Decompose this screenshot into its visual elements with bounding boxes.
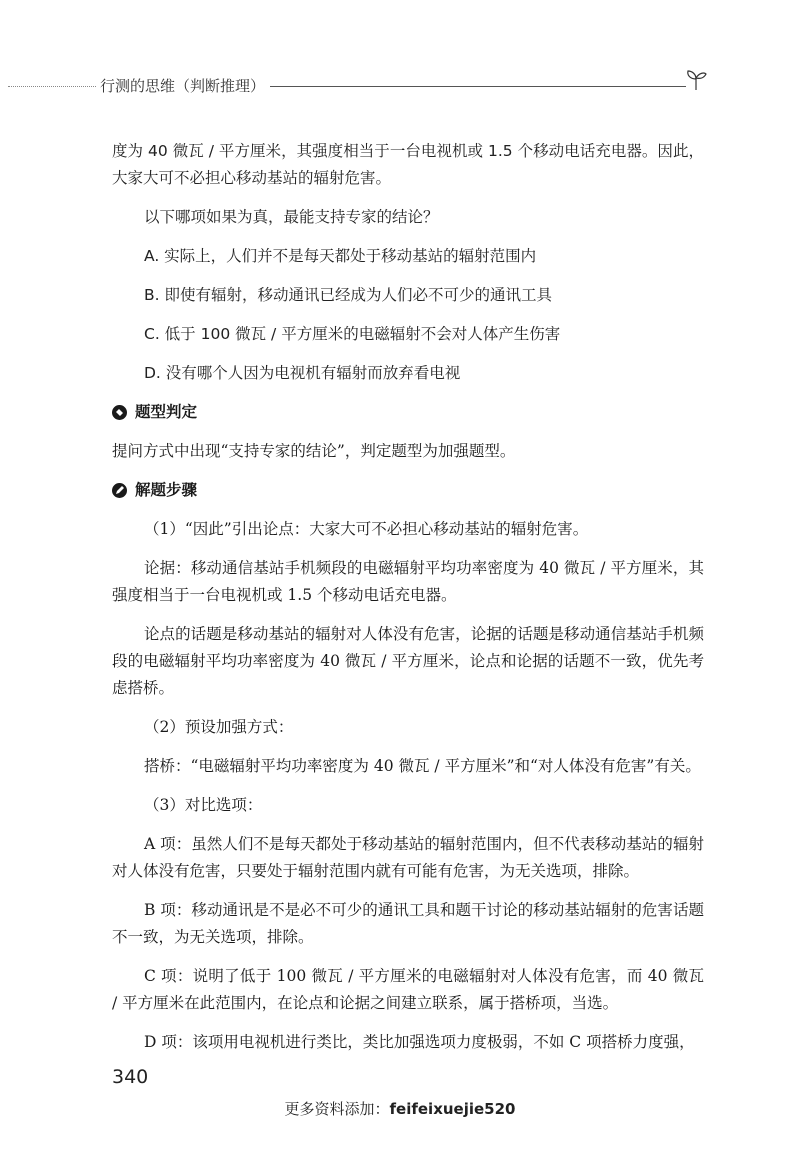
sprout-icon <box>683 66 709 92</box>
option-b-analysis: B 项：移动通讯是不是必不可少的通讯工具和题干讨论的移动基站辐射的危害话题不一致，为无关选项，排除。 <box>112 901 704 946</box>
question-prompt: 以下哪项如果为真，最能支持专家的结论？ <box>144 208 439 226</box>
page-number: 340 <box>112 1066 149 1088</box>
option-d: D. 没有哪个人因为电视机有辐射而放弃看电视 <box>144 364 461 382</box>
option-c-analysis: C 项：说明了低于 100 微瓦 / 平方厘米的电磁辐射对人体没有危害，而 40 微瓦 / 平方厘米在此范围内，在论点和论据之间建立联系，属于搭桥项，当选。 <box>112 967 704 1012</box>
footer-label: 更多资料添加： <box>284 1100 390 1118</box>
header-rule <box>270 86 686 87</box>
option-b: B. 即使有辐射，移动通讯已经成为人们必不可少的通讯工具 <box>144 286 552 304</box>
section-heading-type <box>112 399 704 426</box>
section-type-title: 题型判定 <box>135 403 198 421</box>
step-1: （1）“因此”引出论点：大家大可不必担心移动基站的辐射危害。 <box>144 520 589 538</box>
step-3: （3）对比选项： <box>144 796 263 814</box>
pencil-icon <box>112 483 127 498</box>
step-2: （2）预设加强方式： <box>144 718 294 736</box>
page-content <box>112 138 704 1068</box>
header-dotted-line <box>8 86 96 87</box>
analysis: 论点的话题是移动基站的辐射对人体没有危害，论据的话题是移动通信基站手机频段的电磁辐射平均功率密度为 40 微瓦 / 平方厘米，论点和论据的话题不一致，优先考虑搭桥。 <box>112 625 704 697</box>
footer-contact: feifeixuejie520 <box>389 1100 516 1118</box>
question-continuation: 度为 40 微瓦 / 平方厘米，其强度相当于一台电视机或 1.5 个移动电话充电器。因此，大家大可不必担心移动基站的辐射危害。 <box>112 142 704 187</box>
option-d-analysis: D 项：该项用电视机进行类比，类比加强选项力度极弱，不如 C 项搭桥力度强， <box>144 1033 695 1051</box>
footer-watermark <box>0 1098 800 1119</box>
bridge: 搭桥：“电磁辐射平均功率密度为 40 微瓦 / 平方厘米”和“对人体没有危害”有关。 <box>144 757 701 775</box>
option-a: A. 实际上，人们并不是每天都处于移动基站的辐射范围内 <box>144 247 537 265</box>
section-steps-title: 解题步骤 <box>135 481 198 499</box>
option-c: C. 低于 100 微瓦 / 平方厘米的电磁辐射不会对人体产生伤害 <box>144 325 561 343</box>
running-header <box>0 72 800 102</box>
option-a-analysis: A 项：虽然人们不是每天都处于移动基站的辐射范围内，但不代表移动基站的辐射对人体没有危害，只要处于辐射范围内就有可能有危害，为无关选项，排除。 <box>112 835 704 880</box>
header-title: 行测的思维（判断推理） <box>100 77 266 95</box>
argument: 论据：移动通信基站手机频段的电磁辐射平均功率密度为 40 微瓦 / 平方厘米，其强度相当于一台电视机或 1.5 个移动电话充电器。 <box>112 559 704 604</box>
section-heading-steps <box>112 477 704 504</box>
section-type-text: 提问方式中出现“支持专家的结论”，判定题型为加强题型。 <box>112 442 516 460</box>
puzzle-icon <box>112 405 127 420</box>
